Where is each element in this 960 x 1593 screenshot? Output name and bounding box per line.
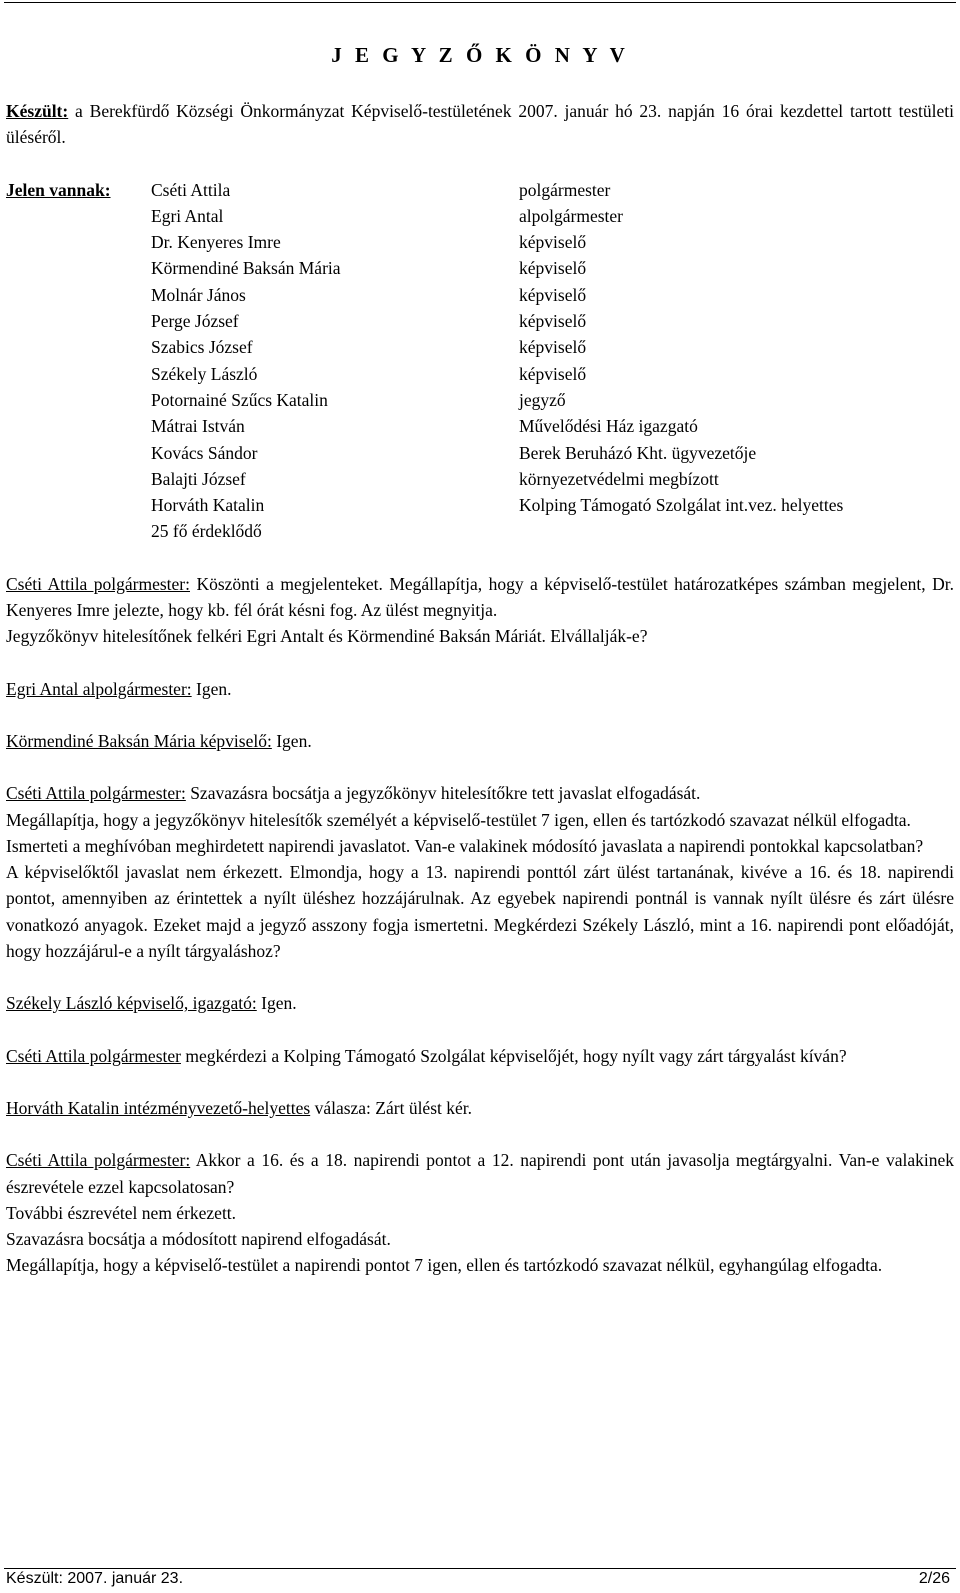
attendee-role	[519, 518, 954, 544]
spacer	[6, 1121, 954, 1147]
speaker-name: Cséti Attila polgármester:	[6, 1150, 191, 1171]
attendee-role: képviselő	[519, 363, 587, 384]
attendees-label-spacer	[6, 308, 151, 334]
attendees-label-spacer	[6, 492, 151, 518]
attendee-name: Horváth Katalin	[151, 495, 265, 516]
attendees-list	[6, 177, 954, 545]
attendee-role: jegyző	[519, 389, 566, 410]
attendees-label-spacer	[6, 440, 151, 466]
attendee-role: polgármester	[519, 179, 611, 200]
attendee-name: Egri Antal	[151, 205, 224, 226]
speaker-name: Körmendiné Baksán Mária képviselő:	[6, 730, 272, 751]
attendee-name: Kovács Sándor	[151, 442, 258, 463]
attendee-role: Berek Beruházó Kht. ügyvezetője	[519, 442, 757, 463]
attendees-label-spacer	[6, 466, 151, 492]
minutes-body	[6, 571, 954, 1279]
attendee-name: Körmendiné Baksán Mária	[151, 258, 341, 279]
speaker-name: Egri Antal alpolgármester:	[6, 678, 192, 699]
paragraph-text: Ismerteti a meghívóban meghirdetett napirendi javaslatot. Van-e valakinek módosító javaslata a napirendi pontokkal kapcsolatban?	[6, 835, 924, 856]
minutes-paragraph	[6, 1147, 954, 1200]
minutes-paragraph	[6, 623, 954, 649]
spacer	[6, 650, 954, 676]
attendees-label-spacer	[6, 203, 151, 229]
minutes-paragraph	[6, 728, 954, 754]
intro-paragraph	[6, 98, 954, 151]
spacer	[6, 754, 954, 780]
top-rule	[4, 2, 956, 3]
attendee-role: képviselő	[519, 232, 587, 253]
attendee-name: Cséti Attila	[151, 179, 231, 200]
minutes-paragraph	[6, 1226, 954, 1252]
document-page	[6, 40, 954, 1279]
document-title: J E G Y Z Ő K Ö N Y V	[331, 43, 629, 67]
attendees-label-spacer	[6, 282, 151, 308]
paragraph-text: Igen.	[271, 730, 312, 751]
minutes-paragraph	[6, 780, 954, 806]
minutes-paragraph	[6, 1252, 954, 1278]
attendees-label-spacer	[6, 518, 151, 544]
paragraph-text: Igen.	[191, 678, 232, 699]
attendee-name: Székely László	[151, 363, 258, 384]
attendee-name: Mátrai István	[151, 416, 245, 437]
attendee-name: Dr. Kenyeres Imre	[151, 232, 281, 253]
minutes-paragraph	[6, 990, 954, 1016]
attendee-name: Molnár János	[151, 284, 246, 305]
spacer	[6, 545, 954, 571]
speaker-name: Horváth Katalin intézményvezető-helyettes	[6, 1097, 311, 1118]
minutes-paragraph	[6, 1043, 954, 1069]
paragraph-text: Jegyzőkönyv hitelesítőnek felkéri Egri Antalt és Körmendiné Baksán Máriát. Elvállalják-e?	[6, 626, 648, 647]
minutes-paragraph	[6, 676, 954, 702]
attendee-name: Balajti József	[151, 468, 246, 489]
attendee-role: alpolgármester	[519, 205, 623, 226]
attendees-label-spacer	[6, 361, 151, 387]
paragraph-text: válasza: Zárt ülést kér.	[310, 1097, 472, 1118]
page-number: 2/26	[918, 1570, 950, 1587]
minutes-paragraph	[6, 1095, 954, 1121]
minutes-paragraph	[6, 859, 954, 964]
attendee-role: képviselő	[519, 337, 587, 358]
attendee-role: Művelődési Ház igazgató	[519, 416, 698, 437]
attendee-role: képviselő	[519, 284, 587, 305]
speaker-name: Cséti Attila polgármester:	[6, 783, 186, 804]
attendees-label-spacer	[6, 229, 151, 255]
paragraph-text: Szavazásra bocsátja a módosított napirend elfogadását.	[6, 1229, 391, 1250]
attendee-role: környezetvédelmi megbízott	[519, 468, 719, 489]
paragraph-text: Megállapítja, hogy a képviselő-testület a napirendi pontot 7 igen, ellen és tartózkodó szavazat nélkül, egyhangúlag elfogadta.	[6, 1255, 883, 1276]
intro-text: a Berekfürdő Községi Önkormányzat Képviselő-testületének 2007. január hó 23. napján 16 órai kezdettel tartott testületi üléséről.	[6, 101, 954, 148]
paragraph-text: Akkor a 16. és a 18. napirendi pontot a 12. napirendi pont után javasolja megtárgyalni. Van-e valakinek észrevétele ezzel kapcsolatosan?	[6, 1150, 955, 1197]
paragraph-text: A képviselőktől javaslat nem érkezett. Elmondja, hogy a 13. napirendi ponttól zárt ülést tartanának, kivéve a 16. és 18. napirendi pontot, amennyiben az érintettek a nyílt üléshez hozzájárulnak. Az egyebek napirendi pontnál is vannak nyílt ülésre és zárt ülésre vonatkozó anyagok. Ezeket majd a jegyző asszony fogja ismertetni. Megkérdezi Székely László, mint a 16. napirendi pont előadóját, hogy hozzájárul-e a nyílt tárgyaláshoz?	[6, 862, 954, 962]
spacer	[6, 1069, 954, 1095]
spacer	[6, 964, 954, 990]
intro-label: Készült:	[6, 101, 69, 121]
attendee-name: Perge József	[151, 311, 239, 332]
attendees-label-spacer	[6, 255, 151, 281]
paragraph-text: További észrevétel nem érkezett.	[6, 1202, 237, 1223]
speaker-name: Székely László képviselő, igazgató:	[6, 993, 257, 1014]
attendee-role: Kolping Támogató Szolgálat int.vez. helyettes	[519, 495, 844, 516]
paragraph-text: Köszönti a megjelenteket. Megállapítja, hogy a képviselő-testület határozatképes számban megjelent, Dr. Kenyeres Imre jelezte, hogy kb. fél órát késni fog. Az ülést megnyitja.	[6, 573, 954, 621]
minutes-paragraph	[6, 807, 954, 833]
attendees-label-spacer	[6, 387, 151, 413]
minutes-paragraph	[6, 833, 954, 859]
attendees-label-spacer	[6, 413, 151, 439]
speaker-name: Cséti Attila polgármester:	[6, 573, 190, 594]
attendees-label: Jelen vannak:	[6, 179, 111, 200]
paragraph-text: megkérdezi a Kolping Támogató Szolgálat képviselőjét, hogy nyílt vagy zárt tárgyalást kíván?	[180, 1045, 847, 1066]
paragraph-text: Igen.	[256, 993, 297, 1014]
speaker-name: Cséti Attila polgármester	[6, 1045, 181, 1066]
attendee-name: Potornainé Szűcs Katalin	[151, 389, 328, 410]
page-footer	[6, 1568, 950, 1590]
spacer	[6, 1017, 954, 1043]
attendee-role: képviselő	[519, 311, 587, 332]
spacer	[6, 702, 954, 728]
spacer	[6, 151, 954, 177]
paragraph-text: Megállapítja, hogy a jegyzőkönyv hitelesítők személyét a képviselő-testület 7 igen, ellen és tartózkodó szavazat nélkül elfogadta.	[6, 809, 911, 830]
minutes-paragraph	[6, 571, 954, 624]
attendee-role: képviselő	[519, 258, 587, 279]
minutes-paragraph	[6, 1200, 954, 1226]
paragraph-text: Szavazásra bocsátja a jegyzőkönyv hitelesítőkre tett javaslat elfogadását.	[185, 783, 701, 804]
attendees-label-spacer	[6, 334, 151, 360]
attendee-name: Szabics József	[151, 337, 253, 358]
footer-date: Készült: 2007. január 23.	[6, 1570, 184, 1587]
attendee-name: 25 fő érdeklődő	[151, 521, 262, 542]
